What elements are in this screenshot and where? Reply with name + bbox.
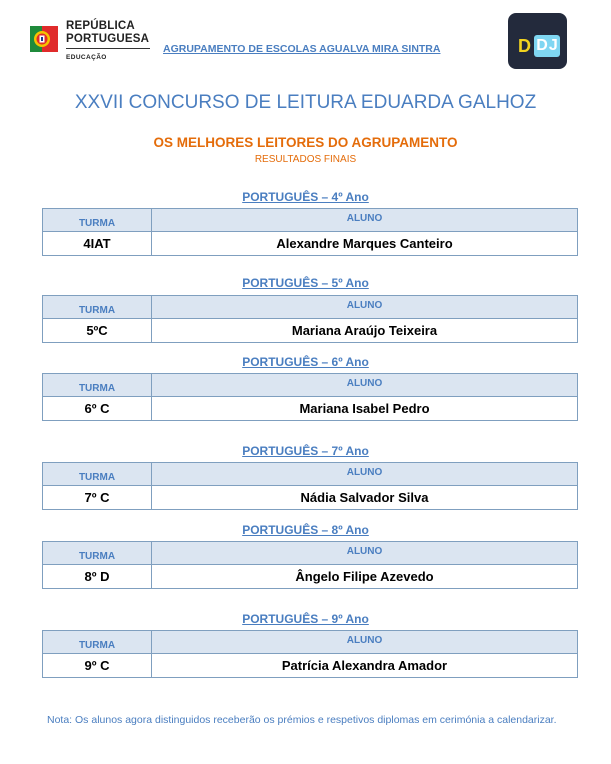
cell-aluno: Mariana Araújo Teixeira [291, 323, 438, 338]
section-title-5[interactable]: PORTUGUÊS – 5º Ano [242, 276, 369, 290]
header-aluno: ALUNO [346, 213, 383, 224]
header-turma: TURMA [78, 640, 116, 651]
ddj-letter-1: D [518, 36, 531, 56]
header-turma: TURMA [78, 472, 116, 483]
section-title-8[interactable]: PORTUGUÊS – 8º Ano [242, 523, 369, 537]
results-table-6 [42, 373, 578, 421]
results-table-4 [42, 208, 578, 256]
gov-logo-divider [66, 48, 150, 49]
cell-turma: 4IAT [83, 236, 111, 251]
results-table-8 [42, 541, 578, 589]
section-title-9[interactable]: PORTUGUÊS – 9º Ano [242, 612, 369, 626]
cell-turma: 5ºC [86, 323, 108, 338]
cell-aluno: Patrícia Alexandra Amador [281, 658, 448, 673]
header-turma: TURMA [78, 218, 116, 229]
header-turma: TURMA [78, 551, 116, 562]
portugal-emblem-icon [30, 22, 60, 56]
cell-turma: 8º D [84, 569, 110, 584]
cell-aluno: Mariana Isabel Pedro [299, 401, 430, 416]
section-title-7[interactable]: PORTUGUÊS – 7º Ano [242, 444, 369, 458]
header-aluno: ALUNO [346, 300, 383, 311]
cell-aluno: Nádia Salvador Silva [300, 490, 429, 505]
gov-logo-line1: REPÚBLICA [66, 20, 135, 32]
gov-logo-line2: PORTUGUESA [66, 33, 150, 45]
footnote: Nota: Os alunos agora distinguidos receberão os prémios e respetivos diplomas em cerimónia a calendarizar. [47, 714, 557, 726]
page-title: XXVII CONCURSO DE LEITURA EDUARDA GALHOZ [74, 92, 537, 113]
ddj-letter-box [534, 35, 560, 57]
cell-aluno: Ângelo Filipe Azevedo [295, 569, 434, 584]
results-table-5 [42, 295, 578, 343]
gov-logo-text [66, 20, 150, 64]
header-aluno: ALUNO [346, 378, 383, 389]
section-title-4[interactable]: PORTUGUÊS – 4º Ano [242, 190, 369, 204]
header-turma: TURMA [78, 305, 116, 316]
ddj-letter-2: D [536, 37, 548, 54]
results-label: RESULTADOS FINAIS [254, 154, 357, 165]
republica-portuguesa-logo [30, 20, 160, 66]
section-title-6[interactable]: PORTUGUÊS – 6º Ano [242, 355, 369, 369]
gov-logo-line3: EDUCAÇÃO [66, 54, 107, 61]
ddj-letter-3: J [548, 37, 558, 54]
header-turma: TURMA [78, 383, 116, 394]
header-aluno: ALUNO [346, 467, 383, 478]
page-subtitle: OS MELHORES LEITORES DO AGRUPAMENTO [153, 135, 458, 150]
header-aluno: ALUNO [346, 546, 383, 557]
cell-turma: 9º C [84, 658, 110, 673]
cell-turma: 7º C [84, 490, 110, 505]
ddj-logo [508, 13, 567, 69]
cell-turma: 6º C [84, 401, 110, 416]
school-group-link[interactable]: AGRUPAMENTO DE ESCOLAS AGUALVA MIRA SINTRA [163, 43, 441, 55]
results-table-9 [42, 630, 578, 678]
cell-aluno: Alexandre Marques Canteiro [276, 236, 453, 251]
header-aluno: ALUNO [346, 635, 383, 646]
results-table-7 [42, 462, 578, 510]
